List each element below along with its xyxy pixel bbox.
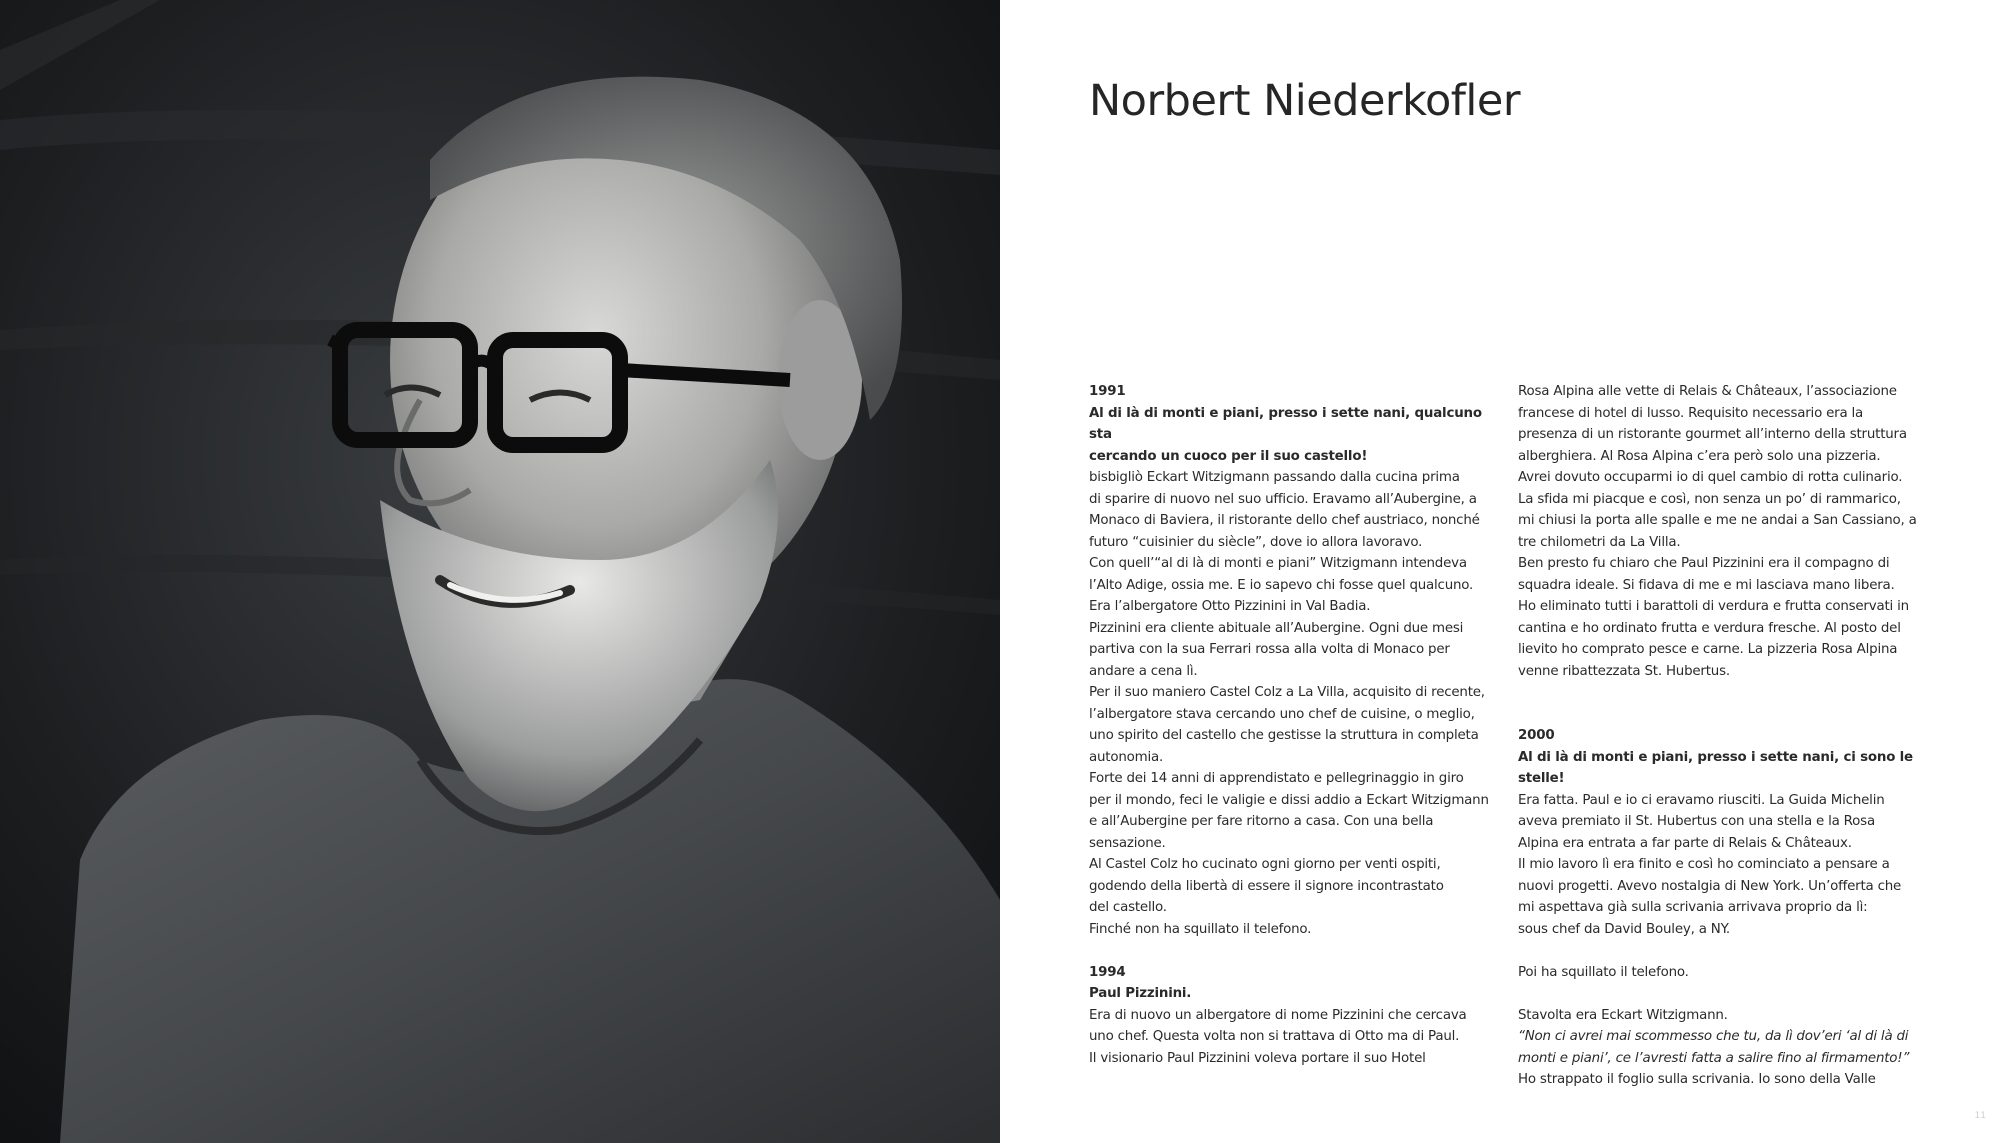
section-body: bisbigliò Eckart Witzigmann passando dalla cucina prima di sparire di nuovo nel suo ufficio. Eravamo all’Aubergine, a Monaco di Baviera, il ristorante dello chef austriaco, nonché futuro “cuisinier du siècle”, dove io allora lavoravo. Con quell’“al di là di monti e piani” Witzigmann intendeva l’Alto Adige, ossia me. E io sapevo chi fosse quel qualcuno. Era l’albergatore Otto Pizzinini in Val Badia. Pizzinini era cliente abituale all’Aubergine. Ogni due mesi partiva con la sua Ferrari rossa alla volta di Monaco per andare a cena lì. Per il suo maniero Castel Colz a La Villa, acquisito di recente, l’albergatore stava cercando uno chef de cuisine, o meglio, uno spirito del castello che gestisse la struttura in completa autonomia. Forte dei 14 anni di apprendistato e pellegrinaggio in giro per il mondo, feci le valigie e dissi addio a Eckart Witzigmann e all’Aubergine per fare ritorno a casa. Con una bella sensazione. Al Castel Colz ho cucinato ogni giorno per venti ospiti, godendo della libertà di essere il signore incontrastato del castello. Finché non ha squillato il telefono. [1089,470,1489,937]
spacer [1518,704,1938,726]
section-2000 [1518,725,1938,1091]
section-year: 1991 [1089,384,1126,399]
section-headline: Al di là di monti e piani, presso i sette nani, ci sono le stelle! [1518,749,1913,786]
section-body: Era di nuovo un albergatore di nome Pizzinini che cercava uno chef. Questa volta non si trattava di Otto ma di Paul. Il visionario Paul Pizzinini voleva portare il suo Hotel [1089,1007,1467,1066]
page-title: Norbert Niederkofler [1089,76,1521,126]
phone-line: Poi ha squillato il telefono. [1518,964,1689,980]
section-year: 1994 [1089,964,1126,980]
section-year: 2000 [1518,728,1555,743]
section-1991 [1089,381,1499,940]
continued-body: Rosa Alpina alle vette di Relais & Châteaux, l’associazione francese di hotel di lusso. Requisito necessario era la presenza di un ristorante gourmet all’interno della struttura alberghiera. Al Rosa Alpina c’era però solo una pizzeria. Avrei dovuto occuparmi io di quel cambio di rotta culinario. La sfida mi piacque e così, non senza un po’ di rammarico, mi chiusi la porta alle spalle e me ne andai a San Cassiano, a tre chilometri da La Villa. Ben presto fu chiaro che Paul Pizzinini era il compagno di squadra ideale. Si fidava di me e mi lasciava mano libera. Ho eliminato tutti i barattoli di verdura e frutta conservati in cantina e ho ordinato frutta e verdura fresche. Al posto del lievito ho comprato pesce e carne. La pizzeria Rosa Alpina venne ribattezzata St. Hubertus. [1518,384,1917,679]
page-number: 11 [1974,1111,1986,1121]
spacer [1518,940,1938,962]
text-column-left [1089,381,1499,1069]
spacer [1518,682,1938,704]
section-headline: Al di là di monti e piani, presso i sette nani, qualcuno sta cercando un cuoco per il suo castello! [1089,405,1482,464]
section-1994 [1089,962,1499,1070]
section-headline: Paul Pizzinini. [1089,986,1192,1001]
text-column-right [1518,381,1938,1091]
quote-text: “Non ci avrei mai scommesso che tu, da lì dov’eri ‘al di là di monti e piani’, ce l’avresti fatta a salire fino al firmamento!” [1518,1029,1910,1066]
text-page [1000,0,2000,1143]
section-body: Era fatta. Paul e io ci eravamo riusciti. La Guida Michelin aveva premiato il St. Hubertus con una stella e la Rosa Alpina era entrata a far parte di Relais & Châteaux. Il mio lavoro lì era finito e così ho cominciato a pensare a nuovi progetti. Avevo nostalgia di New York. Un’offerta che mi aspettava già sulla scrivania arrivava proprio da lì: sous chef da David Bouley, a NY. [1518,792,1902,937]
spacer [1518,983,1938,1005]
spacer [1089,940,1499,962]
caller-line: Stavolta era Eckart Witzigmann. [1518,1007,1728,1023]
closing-line: Ho strappato il foglio sulla scrivania. Io sono della Valle [1518,1072,1876,1087]
